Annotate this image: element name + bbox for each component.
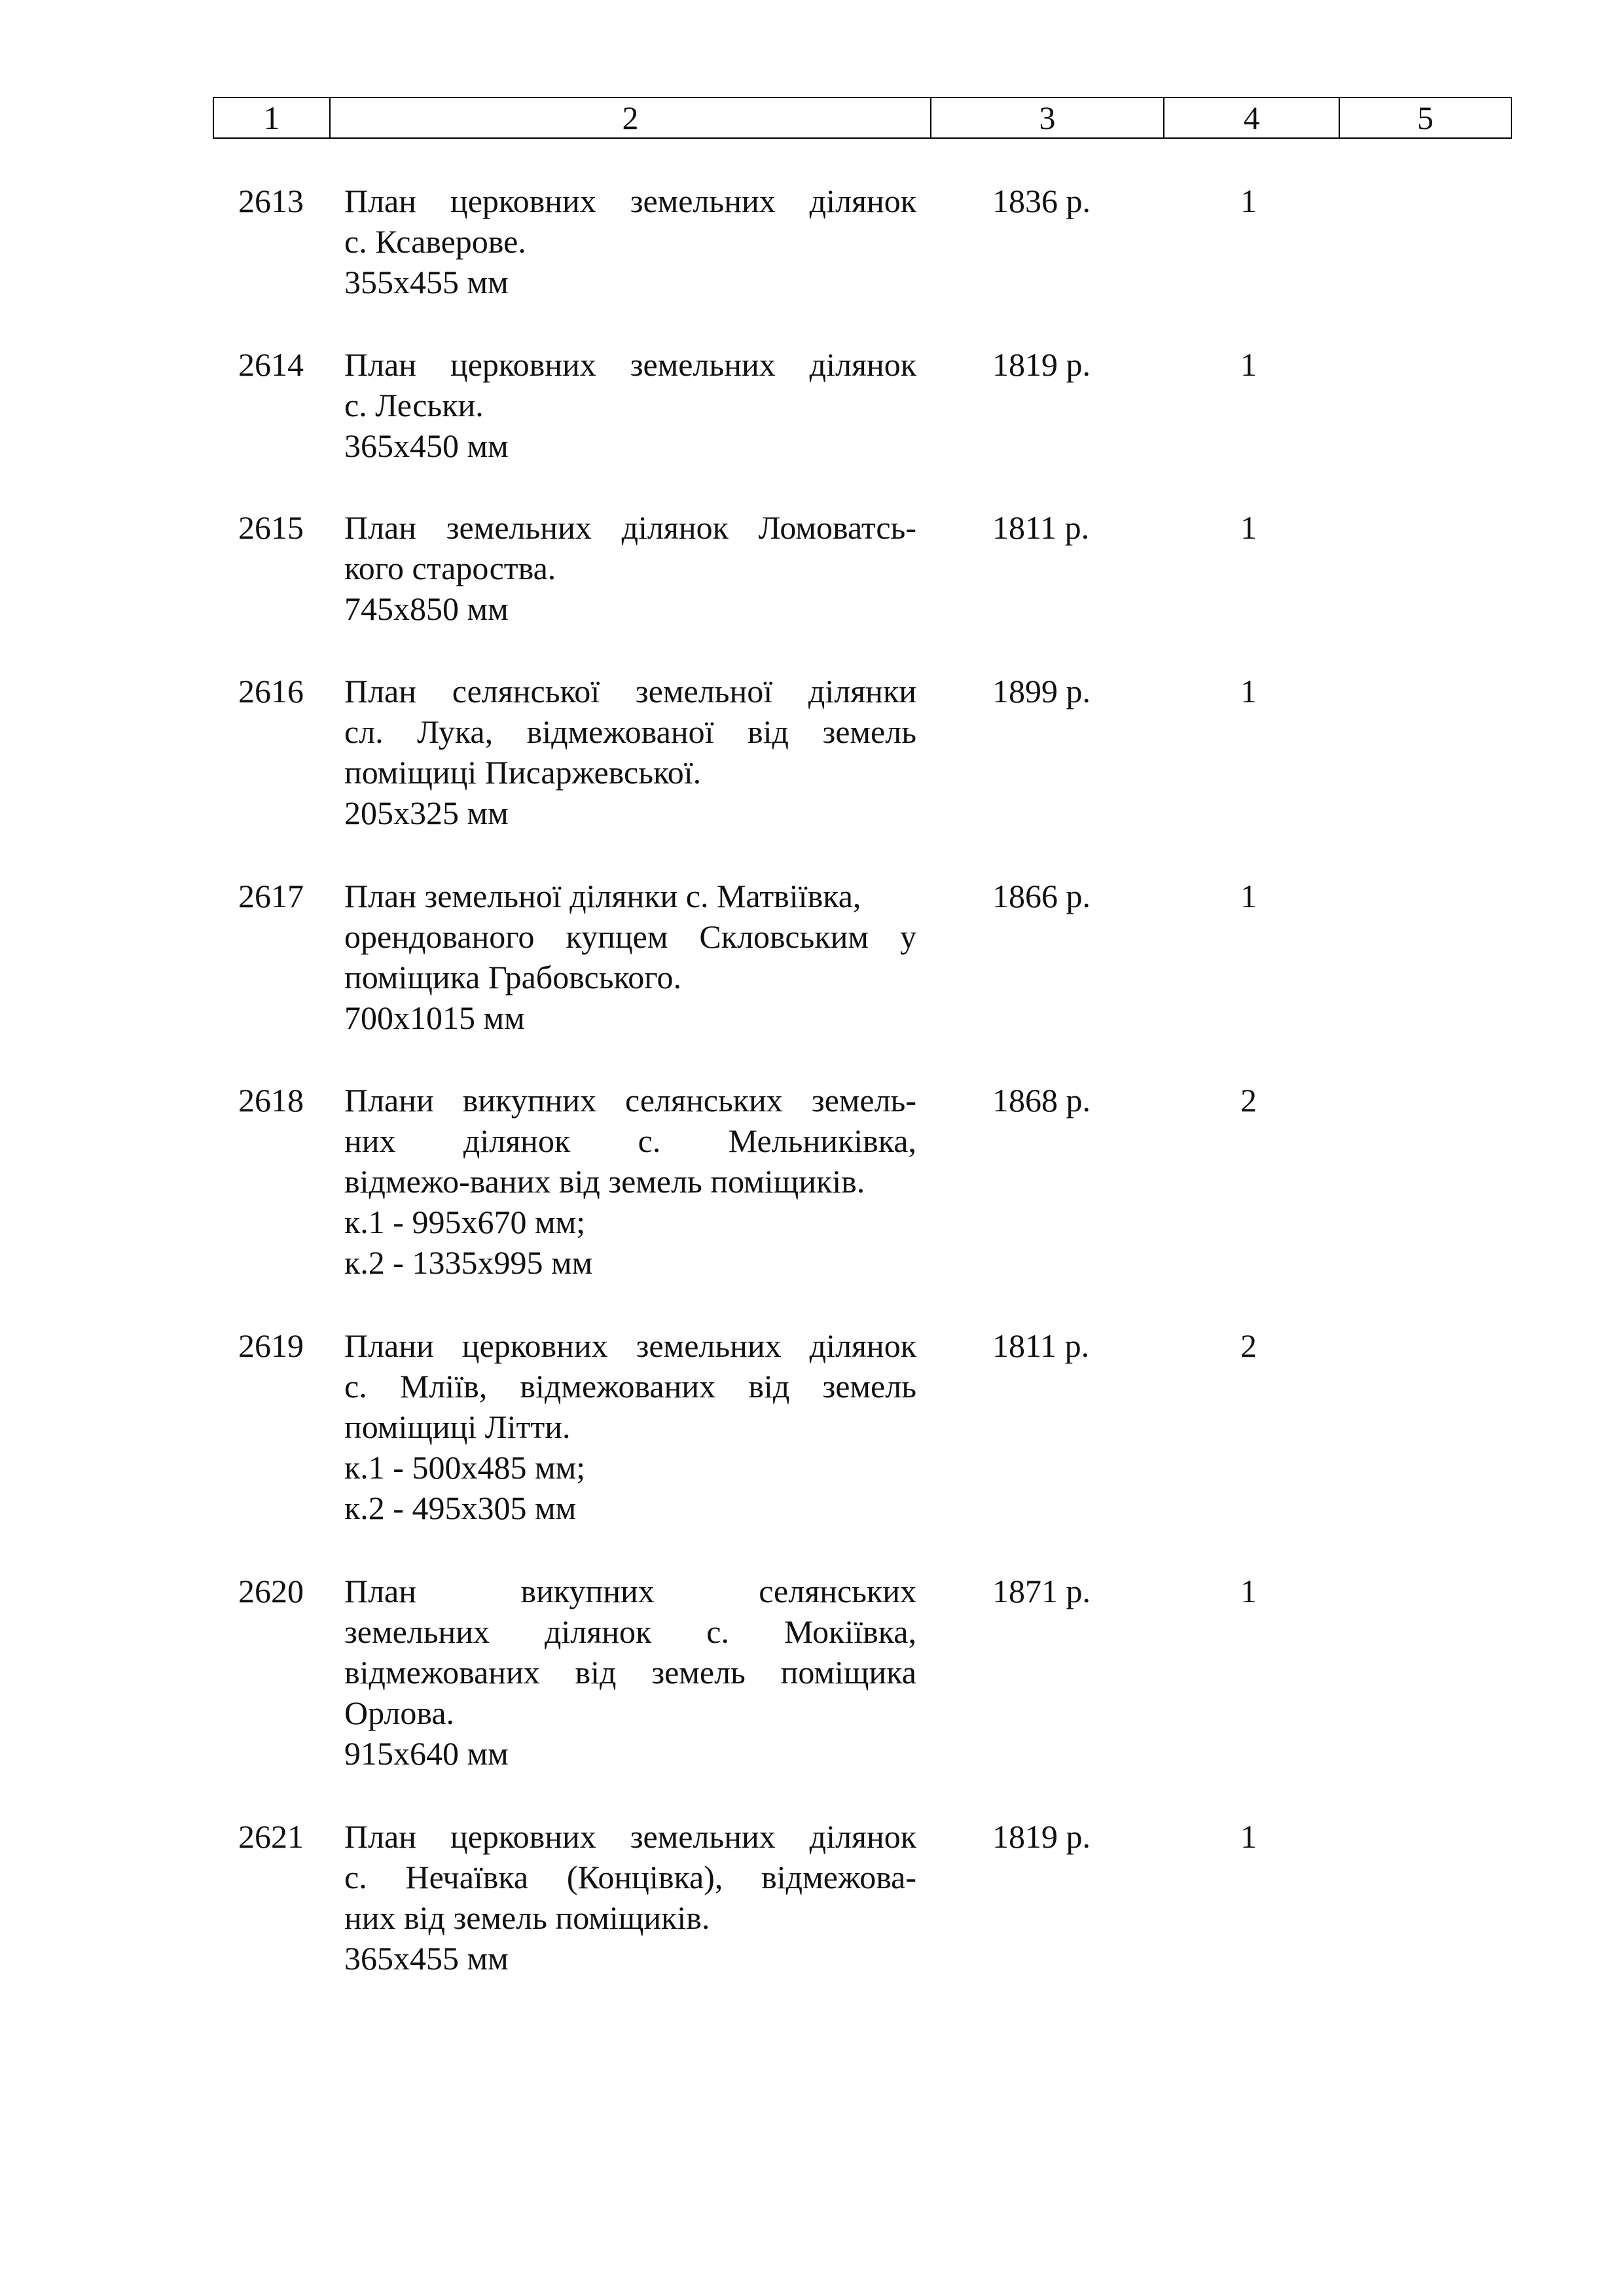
column-header-3: 3 xyxy=(931,98,1164,137)
entry-description-line: План викупних селянських xyxy=(344,1573,916,1609)
entry-dimensions: 700х1015 мм xyxy=(344,999,525,1036)
entry-dimensions: 205х325 мм xyxy=(344,795,509,831)
entry-count: 1 xyxy=(1240,1573,1257,1609)
entry-description-line: План селянської земельної ділянки xyxy=(344,673,916,709)
entry-description-line: План церковних земельних ділянок xyxy=(344,1818,916,1855)
entry-description-line: них від земель поміщиків. xyxy=(344,1899,710,1936)
entry-dimensions: 365х450 мм xyxy=(344,427,509,464)
entry-count: 2 xyxy=(1240,1082,1257,1119)
column-header-row xyxy=(213,97,1512,139)
entry-count: 2 xyxy=(1240,1327,1257,1364)
entry-description-line: с. Ксаверове. xyxy=(344,223,526,260)
entry-dimensions: 365х455 мм xyxy=(344,1940,509,1977)
entry-year: 1836 р. xyxy=(992,183,1091,219)
entry-year: 1819 р. xyxy=(992,346,1091,383)
entry-description-line: поміщиці Літти. xyxy=(344,1408,571,1445)
entry-description-line: них ділянок с. Мельниківка, xyxy=(344,1122,916,1159)
entry-description-line: поміщика Грабовського. xyxy=(344,959,682,996)
entry-number: 2618 xyxy=(238,1082,304,1119)
entry-description-line: відмежованих від земель поміщика xyxy=(344,1654,916,1691)
entry-year: 1868 р. xyxy=(992,1082,1091,1119)
entry-count: 1 xyxy=(1240,183,1257,219)
entry-year: 1866 р. xyxy=(992,878,1091,914)
entry-description-line: кого староства. xyxy=(344,550,556,586)
entry-dimensions: к.2 - 1335х995 мм xyxy=(344,1244,593,1281)
column-header-2: 2 xyxy=(331,98,931,137)
entry-number: 2616 xyxy=(238,673,304,709)
entry-count: 1 xyxy=(1240,673,1257,709)
entry-number: 2613 xyxy=(238,183,304,219)
entry-dimensions: к.1 - 500х485 мм; xyxy=(344,1449,586,1486)
entry-dimensions: 355х455 мм xyxy=(344,264,509,300)
entry-description-line: План земельних ділянок Ломоватсь- xyxy=(344,509,916,546)
entry-count: 1 xyxy=(1240,509,1257,546)
entry-year: 1871 р. xyxy=(992,1573,1091,1609)
entry-description-line: Орлова. xyxy=(344,1695,455,1731)
entry-dimensions: к.2 - 495х305 мм xyxy=(344,1490,577,1526)
column-header-1: 1 xyxy=(214,98,331,137)
entry-description-line: Плани церковних земельних ділянок xyxy=(344,1327,916,1364)
entry-description-line: земельних ділянок с. Мокіївка, xyxy=(344,1613,916,1650)
entry-description-line: Плани викупних селянських земель- xyxy=(344,1082,916,1119)
entry-dimensions: 745х850 мм xyxy=(344,590,509,627)
column-header-4: 4 xyxy=(1164,98,1340,137)
entry-year: 1819 р. xyxy=(992,1818,1091,1855)
entry-number: 2619 xyxy=(238,1327,304,1364)
entry-count: 1 xyxy=(1240,1818,1257,1855)
entry-description-line: поміщиці Писаржевської. xyxy=(344,754,702,791)
entry-description-line: План церковних земельних ділянок xyxy=(344,346,916,383)
entry-description-line: с. Мліїв, відмежованих від земель xyxy=(344,1368,916,1405)
entry-year: 1899 р. xyxy=(992,673,1091,709)
entry-number: 2621 xyxy=(238,1818,304,1855)
entry-year: 1811 р. xyxy=(992,509,1090,546)
column-header-5: 5 xyxy=(1417,99,1434,136)
entry-dimensions: 915х640 мм xyxy=(344,1735,509,1772)
entry-count: 1 xyxy=(1240,346,1257,383)
entry-description-line: відмежо-ваних від земель поміщиків. xyxy=(344,1163,865,1200)
entry-description-line: сл. Лука, відмежованої від земель xyxy=(344,713,916,750)
entry-number: 2614 xyxy=(238,346,304,383)
entry-number: 2620 xyxy=(238,1573,304,1609)
entry-description-line: с. Леськи. xyxy=(344,387,484,423)
entry-description-line: План церковних земельних ділянок xyxy=(344,183,916,219)
entry-description-line: с. Нечаївка (Концівка), відмежова- xyxy=(344,1859,916,1895)
entry-number: 2617 xyxy=(238,878,304,914)
entry-dimensions: к.1 - 995х670 мм; xyxy=(344,1204,586,1240)
entry-year: 1811 р. xyxy=(992,1327,1090,1364)
entry-number: 2615 xyxy=(238,509,304,546)
entry-description-line: орендованого купцем Скловським у xyxy=(344,918,916,955)
entry-description-line: План земельної ділянки с. Матвіївка, xyxy=(344,878,861,914)
entry-count: 1 xyxy=(1240,878,1257,914)
